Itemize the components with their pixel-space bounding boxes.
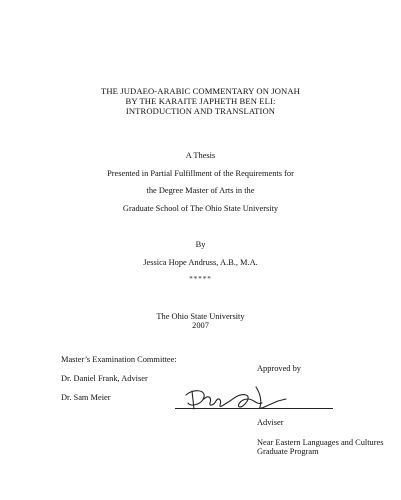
title-line-1: THE JUDAEO-ARABIC COMMENTARY ON JONAH bbox=[101, 86, 300, 96]
thesis-line-3: Graduate School of The Ohio State University bbox=[122, 204, 279, 213]
committee-member-1: Dr. Daniel Frank, Adviser bbox=[61, 374, 148, 383]
title-line-2: BY THE KARAITE JAPHETH BEN ELI: bbox=[125, 96, 276, 106]
thesis-line-1: Presented in Partial Fulfillment of the Requirements for bbox=[107, 169, 294, 178]
adviser-signature bbox=[182, 383, 292, 417]
institution-year: 2007 bbox=[192, 321, 209, 330]
institution-name: The Ohio State University bbox=[156, 312, 245, 321]
committee-member-2: Dr. Sam Meier bbox=[61, 393, 111, 402]
approved-by-label: Approved by bbox=[257, 364, 301, 373]
adviser-label: Adviser bbox=[257, 418, 284, 427]
program-line-2: Graduate Program bbox=[257, 447, 319, 456]
program-line-1: Near Eastern Languages and Cultures bbox=[257, 438, 384, 447]
thesis-heading: A Thesis bbox=[185, 151, 216, 160]
separator: ***** bbox=[189, 275, 212, 283]
by-label: By bbox=[195, 240, 206, 249]
title-line-3: INTRODUCTION AND TRANSLATION bbox=[125, 106, 276, 116]
author-name: Jessica Hope Andruss, A.B., M.A. bbox=[143, 258, 258, 267]
committee-heading: Master’s Examination Committee: bbox=[61, 355, 177, 364]
thesis-line-2: the Degree Master of Arts in the bbox=[146, 186, 255, 195]
signature-line bbox=[175, 408, 333, 409]
